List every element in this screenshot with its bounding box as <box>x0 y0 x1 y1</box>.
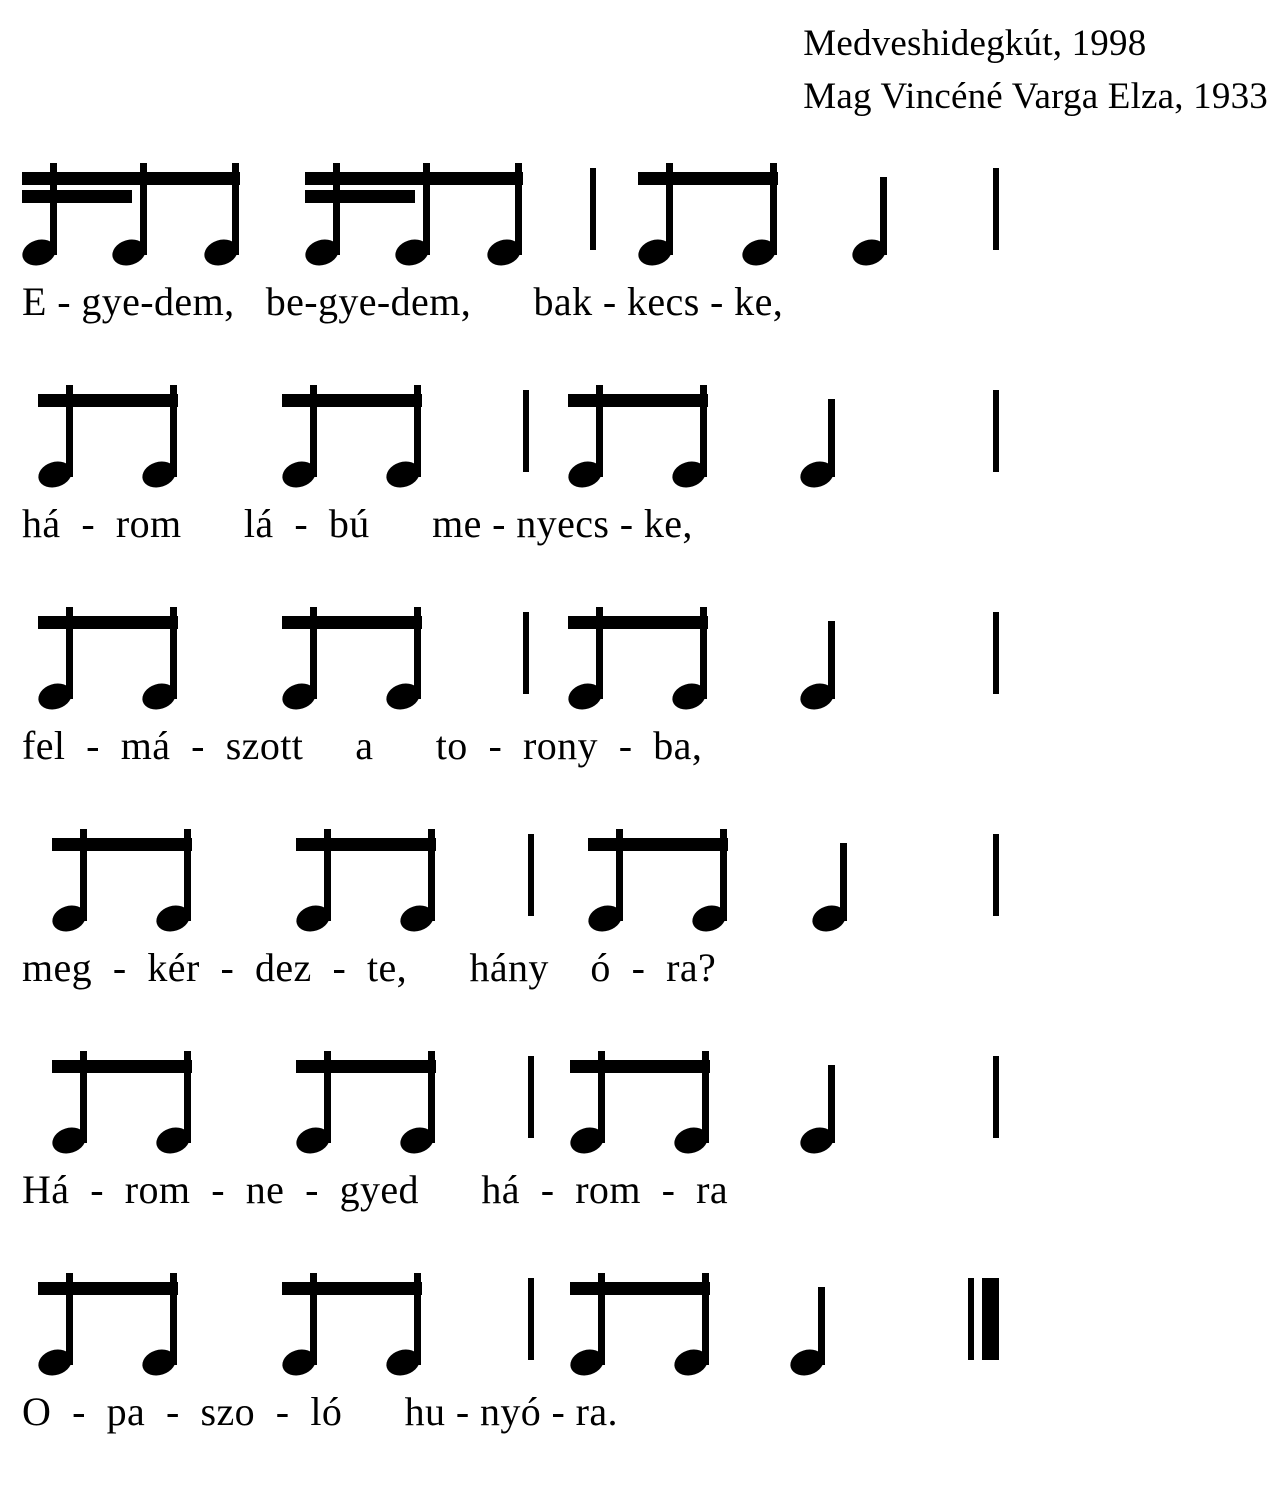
stem <box>414 607 421 699</box>
stem <box>596 385 603 477</box>
stem <box>232 163 239 255</box>
barline <box>523 390 529 472</box>
note-group <box>52 816 192 931</box>
stem <box>414 1273 421 1365</box>
stem <box>515 163 522 255</box>
barline <box>528 834 534 916</box>
stem <box>170 385 177 477</box>
note-group <box>22 150 240 265</box>
notation-row-5 <box>0 1038 1282 1153</box>
score-system-5 <box>0 1038 1282 1260</box>
barline <box>968 1278 974 1360</box>
beam <box>568 616 708 629</box>
stem <box>666 163 673 255</box>
stem <box>423 163 430 255</box>
note-group <box>568 594 708 709</box>
stem <box>66 1273 73 1365</box>
note-group <box>568 372 708 487</box>
stem <box>170 1273 177 1365</box>
beam <box>296 1060 436 1073</box>
score-system-6 <box>0 1260 1282 1482</box>
barline <box>993 168 999 250</box>
barline <box>523 612 529 694</box>
lyrics-line-5: Há - rom - ne - gyed há - rom - ra <box>22 1167 729 1212</box>
stem <box>702 1273 709 1365</box>
stem <box>414 385 421 477</box>
stem <box>840 843 847 921</box>
note-group <box>52 1038 192 1153</box>
barline <box>590 168 596 250</box>
lyrics-line-1: E - gye-dem, be-gye-dem, bak - kecs - ke, <box>22 279 784 324</box>
stem <box>428 1051 435 1143</box>
stem <box>598 1051 605 1143</box>
beam <box>52 838 192 851</box>
notation-row-2 <box>0 372 1282 487</box>
lyrics-line-4: meg - kér - dez - te, hány ó - ra? <box>22 945 717 990</box>
stem <box>324 829 331 921</box>
note-group <box>296 816 436 931</box>
beam <box>38 394 178 407</box>
stem <box>598 1273 605 1365</box>
beam <box>570 1060 710 1073</box>
score-system-1 <box>0 150 1282 372</box>
barline <box>993 390 999 472</box>
stem <box>616 829 623 921</box>
lyrics-line-6: O - pa - szo - ló hu - nyó - ra. <box>22 1389 618 1434</box>
score-system-3 <box>0 594 1282 816</box>
stem <box>80 1051 87 1143</box>
beam <box>52 1060 192 1073</box>
note-group <box>282 372 422 487</box>
barline <box>993 612 999 694</box>
stem <box>324 1051 331 1143</box>
beam <box>282 616 422 629</box>
barline <box>993 1056 999 1138</box>
stem <box>140 163 147 255</box>
stem <box>702 1051 709 1143</box>
stem <box>184 1051 191 1143</box>
stem <box>818 1287 825 1365</box>
beam-secondary <box>305 190 415 203</box>
notation-row-3 <box>0 594 1282 709</box>
beam <box>570 1282 710 1295</box>
lyrics-line-2: há - rom lá - bú me - nyecs - ke, <box>22 501 693 546</box>
note-group <box>38 372 178 487</box>
score-system-4 <box>0 816 1282 1038</box>
stem <box>66 385 73 477</box>
note-group <box>305 150 523 265</box>
score-attribution <box>803 18 1268 123</box>
score-system-2 <box>0 372 1282 594</box>
stem <box>80 829 87 921</box>
beam <box>282 394 422 407</box>
stem <box>333 163 340 255</box>
stem <box>170 607 177 699</box>
note-group <box>800 1038 842 1153</box>
barline <box>993 834 999 916</box>
note-group <box>852 150 894 265</box>
attribution-place-year: Medveshidegkút, 1998 <box>803 23 1147 64</box>
beam <box>38 616 178 629</box>
final-barline <box>982 1278 999 1360</box>
music-score <box>0 150 1282 1482</box>
note-group <box>790 1260 832 1375</box>
beam <box>568 394 708 407</box>
stem <box>50 163 57 255</box>
stem <box>720 829 727 921</box>
note-group <box>812 816 854 931</box>
stem <box>66 607 73 699</box>
lyrics-line-3: fel - má - szott a to - rony - ba, <box>22 723 703 768</box>
note-group <box>570 1260 710 1375</box>
stem <box>428 829 435 921</box>
barline <box>528 1056 534 1138</box>
beam-secondary <box>22 190 132 203</box>
note-group <box>570 1038 710 1153</box>
note-group <box>800 594 842 709</box>
notation-row-4 <box>0 816 1282 931</box>
stem <box>184 829 191 921</box>
beam <box>282 1282 422 1295</box>
beam <box>38 1282 178 1295</box>
stem <box>310 385 317 477</box>
stem <box>880 177 887 255</box>
stem <box>700 385 707 477</box>
barline <box>528 1278 534 1360</box>
stem <box>828 399 835 477</box>
beam <box>296 838 436 851</box>
note-group <box>38 594 178 709</box>
stem <box>828 621 835 699</box>
stem <box>828 1065 835 1143</box>
note-group <box>296 1038 436 1153</box>
notation-row-1 <box>0 150 1282 265</box>
beam <box>638 172 778 185</box>
note-group <box>282 1260 422 1375</box>
attribution-performer: Mag Vincéné Varga Elza, 1933 <box>803 75 1268 117</box>
note-group <box>638 150 778 265</box>
stem <box>700 607 707 699</box>
note-group <box>38 1260 178 1375</box>
stem <box>596 607 603 699</box>
note-group <box>800 372 842 487</box>
beam <box>588 838 728 851</box>
stem <box>310 1273 317 1365</box>
stem <box>770 163 777 255</box>
note-group <box>588 816 728 931</box>
notation-row-6 <box>0 1260 1282 1375</box>
stem <box>310 607 317 699</box>
note-group <box>282 594 422 709</box>
